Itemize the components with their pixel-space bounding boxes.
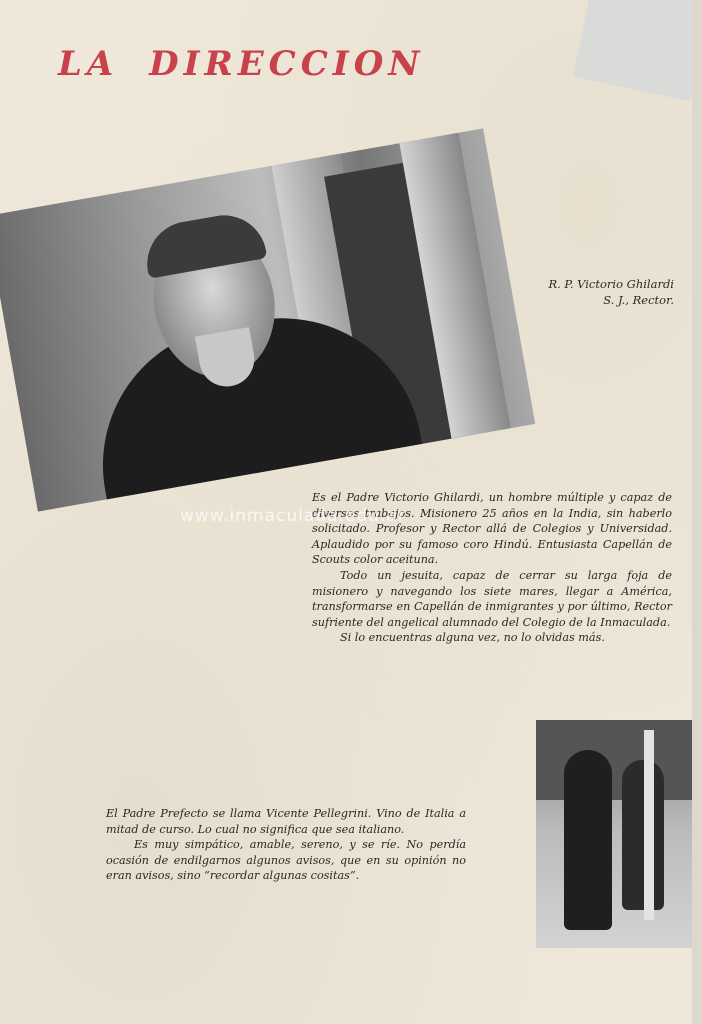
- prefect-paragraph-2: Es muy simpático, amable, sereno, y se ríe. No perdía ocasión de endilgarnos algunos avisos, que en su opinión no eran avisos, sino “recordar algunas cositas”.: [106, 838, 466, 883]
- watermark: www.inmaculada.edu.ar: [180, 506, 406, 526]
- prefect-photo: [536, 720, 692, 948]
- rector-paragraph-3: Si lo encuentras alguna vez, no lo olvidas más.: [340, 631, 605, 645]
- page-title: LA DIRECCION: [58, 44, 425, 84]
- prefect-article: [106, 806, 466, 884]
- rector-paragraph-1: Es el Padre Victorio Ghilardi, un hombre múltiple y capaz de diversos trabajos. Misionero 25 años en la India, sin haberlo solicitado. Profesor y Rector allá de Colegios y Universidad. Aplaudido por su famoso coro Hindú. Entusiasta Capellán de Scouts color aceituna.: [312, 491, 672, 567]
- caption-line-1: R. P. Victorio Ghilardi: [548, 277, 674, 291]
- rector-photo-caption: [524, 276, 674, 308]
- photo-figure-2: [622, 760, 664, 910]
- rector-photo: [0, 128, 535, 511]
- prefect-paragraph-1: El Padre Prefecto se llama Vicente Pellegrini. Vino de Italia a mitad de curso. Lo cual no significa que sea italiano.: [106, 807, 466, 836]
- photo-wall: [536, 720, 692, 800]
- caption-line-2: S. J., Rector.: [603, 293, 674, 307]
- torn-corner: [573, 0, 692, 101]
- photo-pole: [644, 730, 654, 920]
- rector-paragraph-2: Todo un jesuita, capaz de cerrar su larga foja de misionero y navegando los siete mares, llegar a América, transformarse en Capellán de inmigrantes y por último, Rector sufriente del angelical alumnado del Colegio de la Inmaculada.: [312, 568, 672, 629]
- photo-figure-1: [564, 750, 612, 930]
